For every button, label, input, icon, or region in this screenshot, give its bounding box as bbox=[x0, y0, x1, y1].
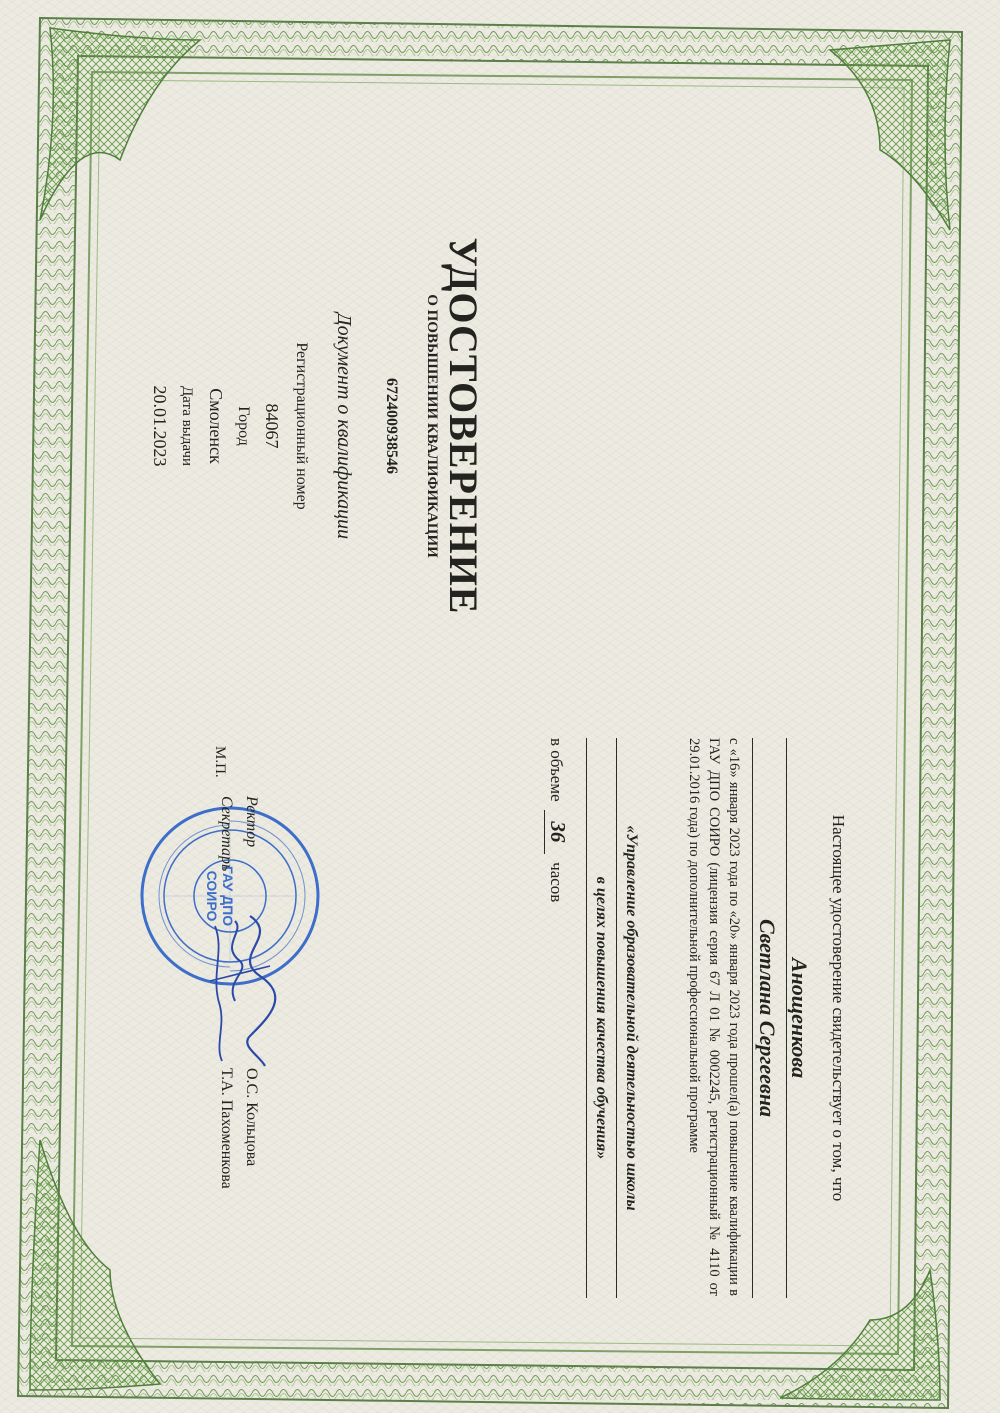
issue-date-value: 20.01.2023 bbox=[150, 385, 170, 467]
certificate-number: 672400938546 bbox=[383, 378, 400, 474]
certificate-sheet bbox=[60, 56, 940, 1356]
svg-text:СОИРО: СОИРО bbox=[204, 870, 220, 922]
volume-line bbox=[544, 738, 570, 1298]
secretary-label: Секретарь bbox=[218, 796, 235, 872]
given-names-underline bbox=[752, 738, 753, 1298]
intro-text: Настоящее удостоверение свидетельствует о том, что bbox=[829, 814, 848, 1202]
document-type: Документ о квалификации bbox=[333, 312, 355, 540]
registration-number: 84067 bbox=[262, 403, 282, 449]
rector-name: О.С. Кольцова bbox=[243, 1068, 260, 1167]
volume-suffix: часов bbox=[547, 862, 566, 903]
rector-label: Ректор bbox=[243, 796, 260, 848]
volume-prefix: в объеме bbox=[547, 738, 566, 802]
city-label: Город bbox=[235, 406, 252, 446]
secretary-name: Т.А. Пахоменкова bbox=[218, 1068, 235, 1189]
program-name-line-1: «Управление образовательной деятельностью школы bbox=[623, 825, 640, 1211]
issue-date-label: Дата выдачи bbox=[179, 385, 195, 467]
program-underline-2 bbox=[586, 738, 587, 1298]
recipient-given-names: Светлана Сергеевна bbox=[755, 918, 780, 1118]
program-underline-1 bbox=[616, 738, 617, 1298]
volume-hours: 36 bbox=[544, 810, 570, 854]
training-period-text: с «16» января 2023 года по «20» января 2023 года прошел(а) повышение квалификации в ГАУ ДПО СОИРО (лицензия серия 67 Л 01 № 0002245, регистрационный № 4110 от 29.01.2016 года) по дополнительной профессиональной программе bbox=[686, 738, 742, 1296]
certificate-title: УДОСТОВЕРЕНИЕ bbox=[441, 237, 486, 615]
registration-label: Регистрационный номер bbox=[293, 342, 310, 510]
recipient-surname: Анощенкова bbox=[787, 957, 812, 1079]
handwritten-signatures bbox=[200, 906, 290, 1076]
certificate-subtitle: О ПОВЫШЕНИИ КВАЛИФИКАЦИИ bbox=[424, 294, 440, 558]
surname-underline bbox=[786, 738, 787, 1298]
svg-text:ГАУ ДПО: ГАУ ДПО bbox=[220, 865, 236, 927]
city-value: Смоленск bbox=[206, 388, 226, 464]
program-name-line-2: в целях повышения качества обучения» bbox=[593, 876, 610, 1160]
seal-place-label: М.П. bbox=[212, 746, 228, 778]
